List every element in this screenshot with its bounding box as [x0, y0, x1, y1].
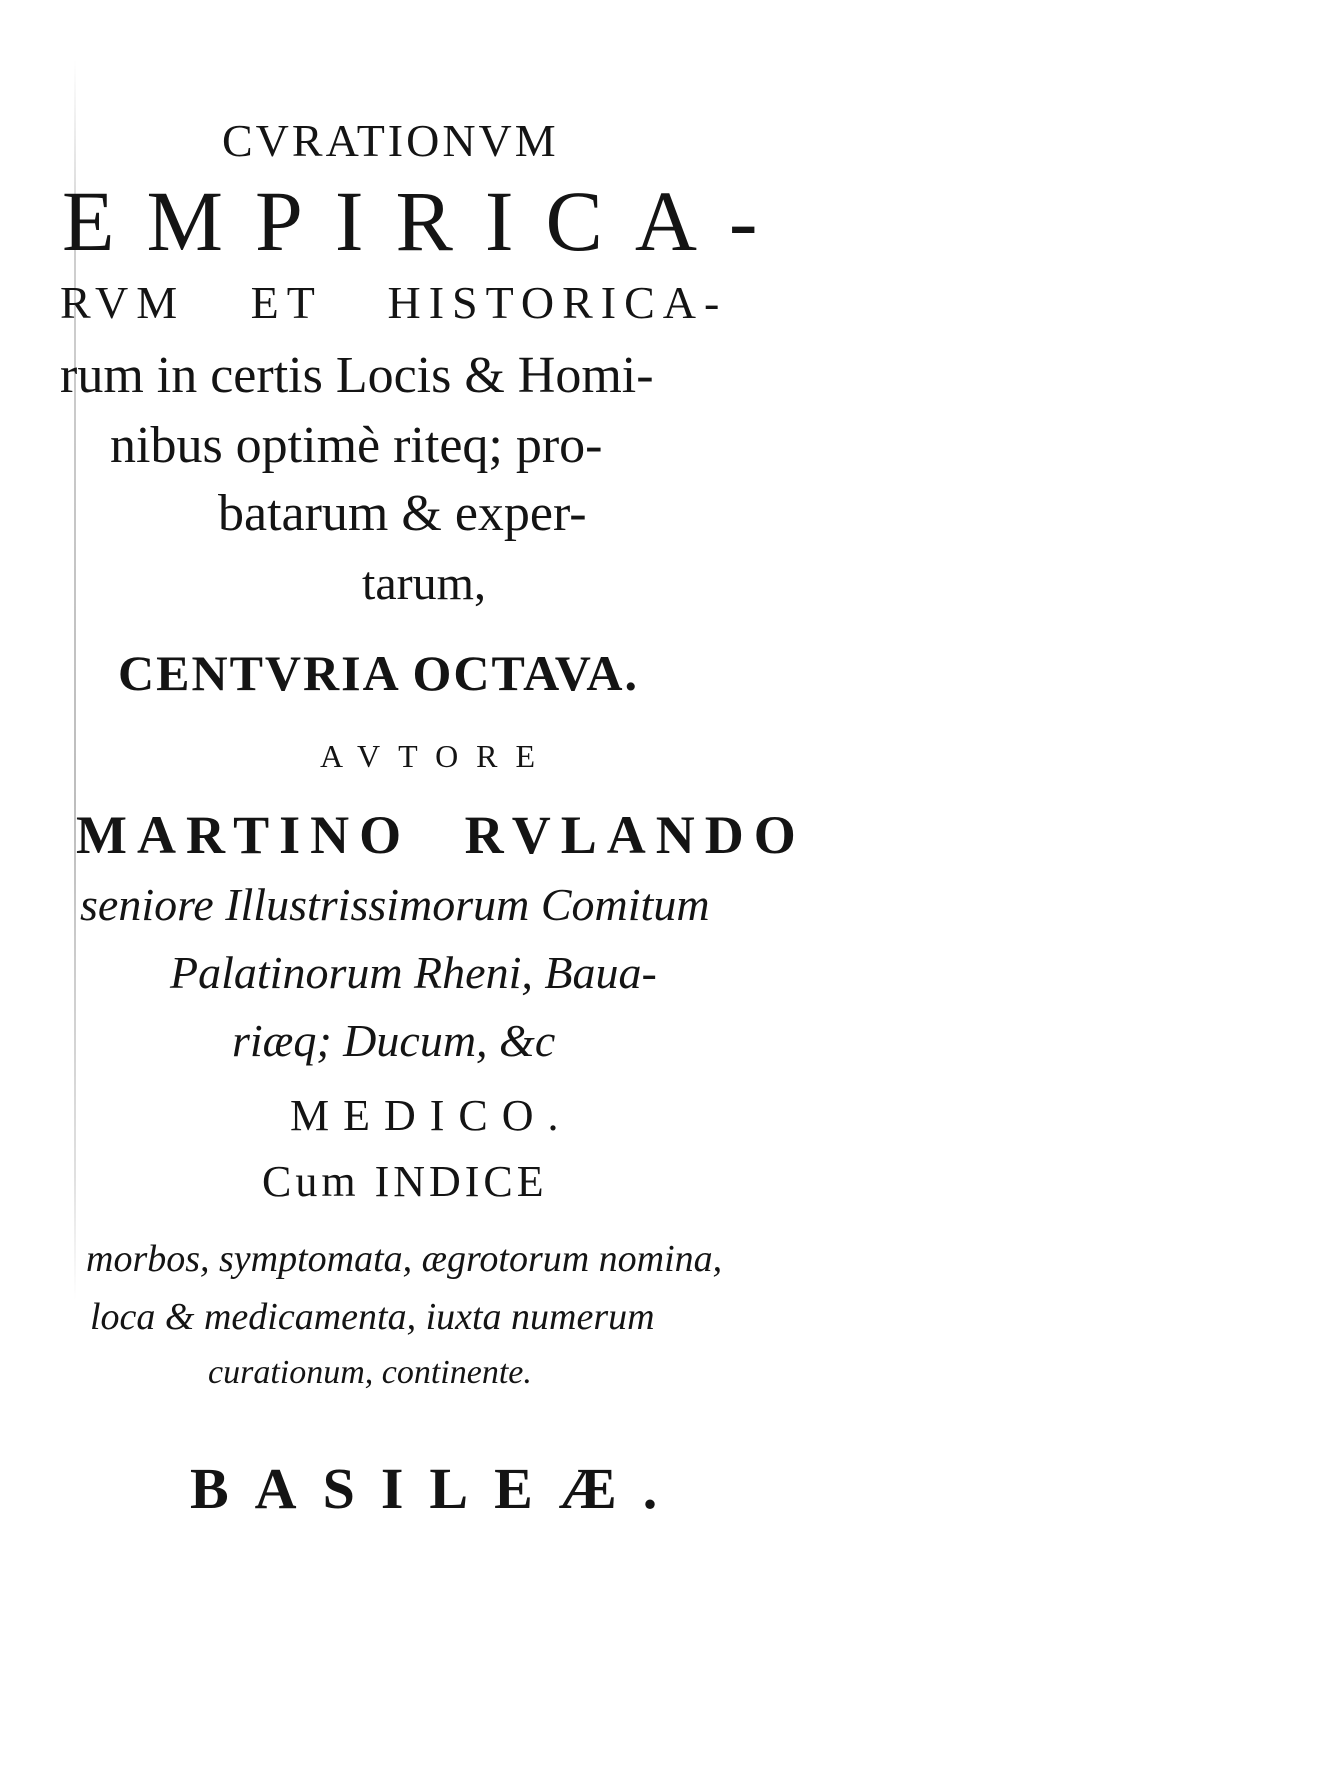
imprint-place: BASILEÆ.	[190, 1456, 684, 1521]
author-name: MARTINO RVLANDO	[76, 805, 806, 865]
author-title-line2: Palatinorum Rheni, Baua-	[170, 947, 657, 998]
title-line-probatarum: batarum & exper-	[218, 485, 587, 542]
author-title-line1: seniore Illustrissimorum Comitum	[80, 879, 710, 930]
author-role: MEDICO.	[290, 1091, 573, 1140]
title-line-empirica: EMPIRICA-	[62, 173, 790, 269]
title-line-locis: rum in certis Locis & Homi-	[60, 347, 654, 404]
index-description-line2: loca & medicamenta, iuxta numerum	[90, 1296, 655, 1338]
title-line-optime: nibus optimè riteq; pro-	[110, 417, 603, 474]
author-title-line3: riæq; Ducum, &c	[232, 1015, 556, 1066]
title-line-centuria: CENTVRIA OCTAVA.	[118, 645, 640, 701]
title-line-curationum: CVRATIONVM	[222, 115, 559, 166]
index-description-line1: morbos, symptomata, ægrotorum nomina,	[86, 1238, 723, 1280]
index-heading: Cum INDICE	[262, 1157, 548, 1206]
index-description-line3: curationum, continente.	[208, 1354, 532, 1391]
title-line-historica: RVM ET HISTORICA-	[60, 277, 728, 328]
author-heading: AVTORE	[320, 738, 554, 774]
title-line-expertarum: tarum,	[362, 557, 486, 610]
